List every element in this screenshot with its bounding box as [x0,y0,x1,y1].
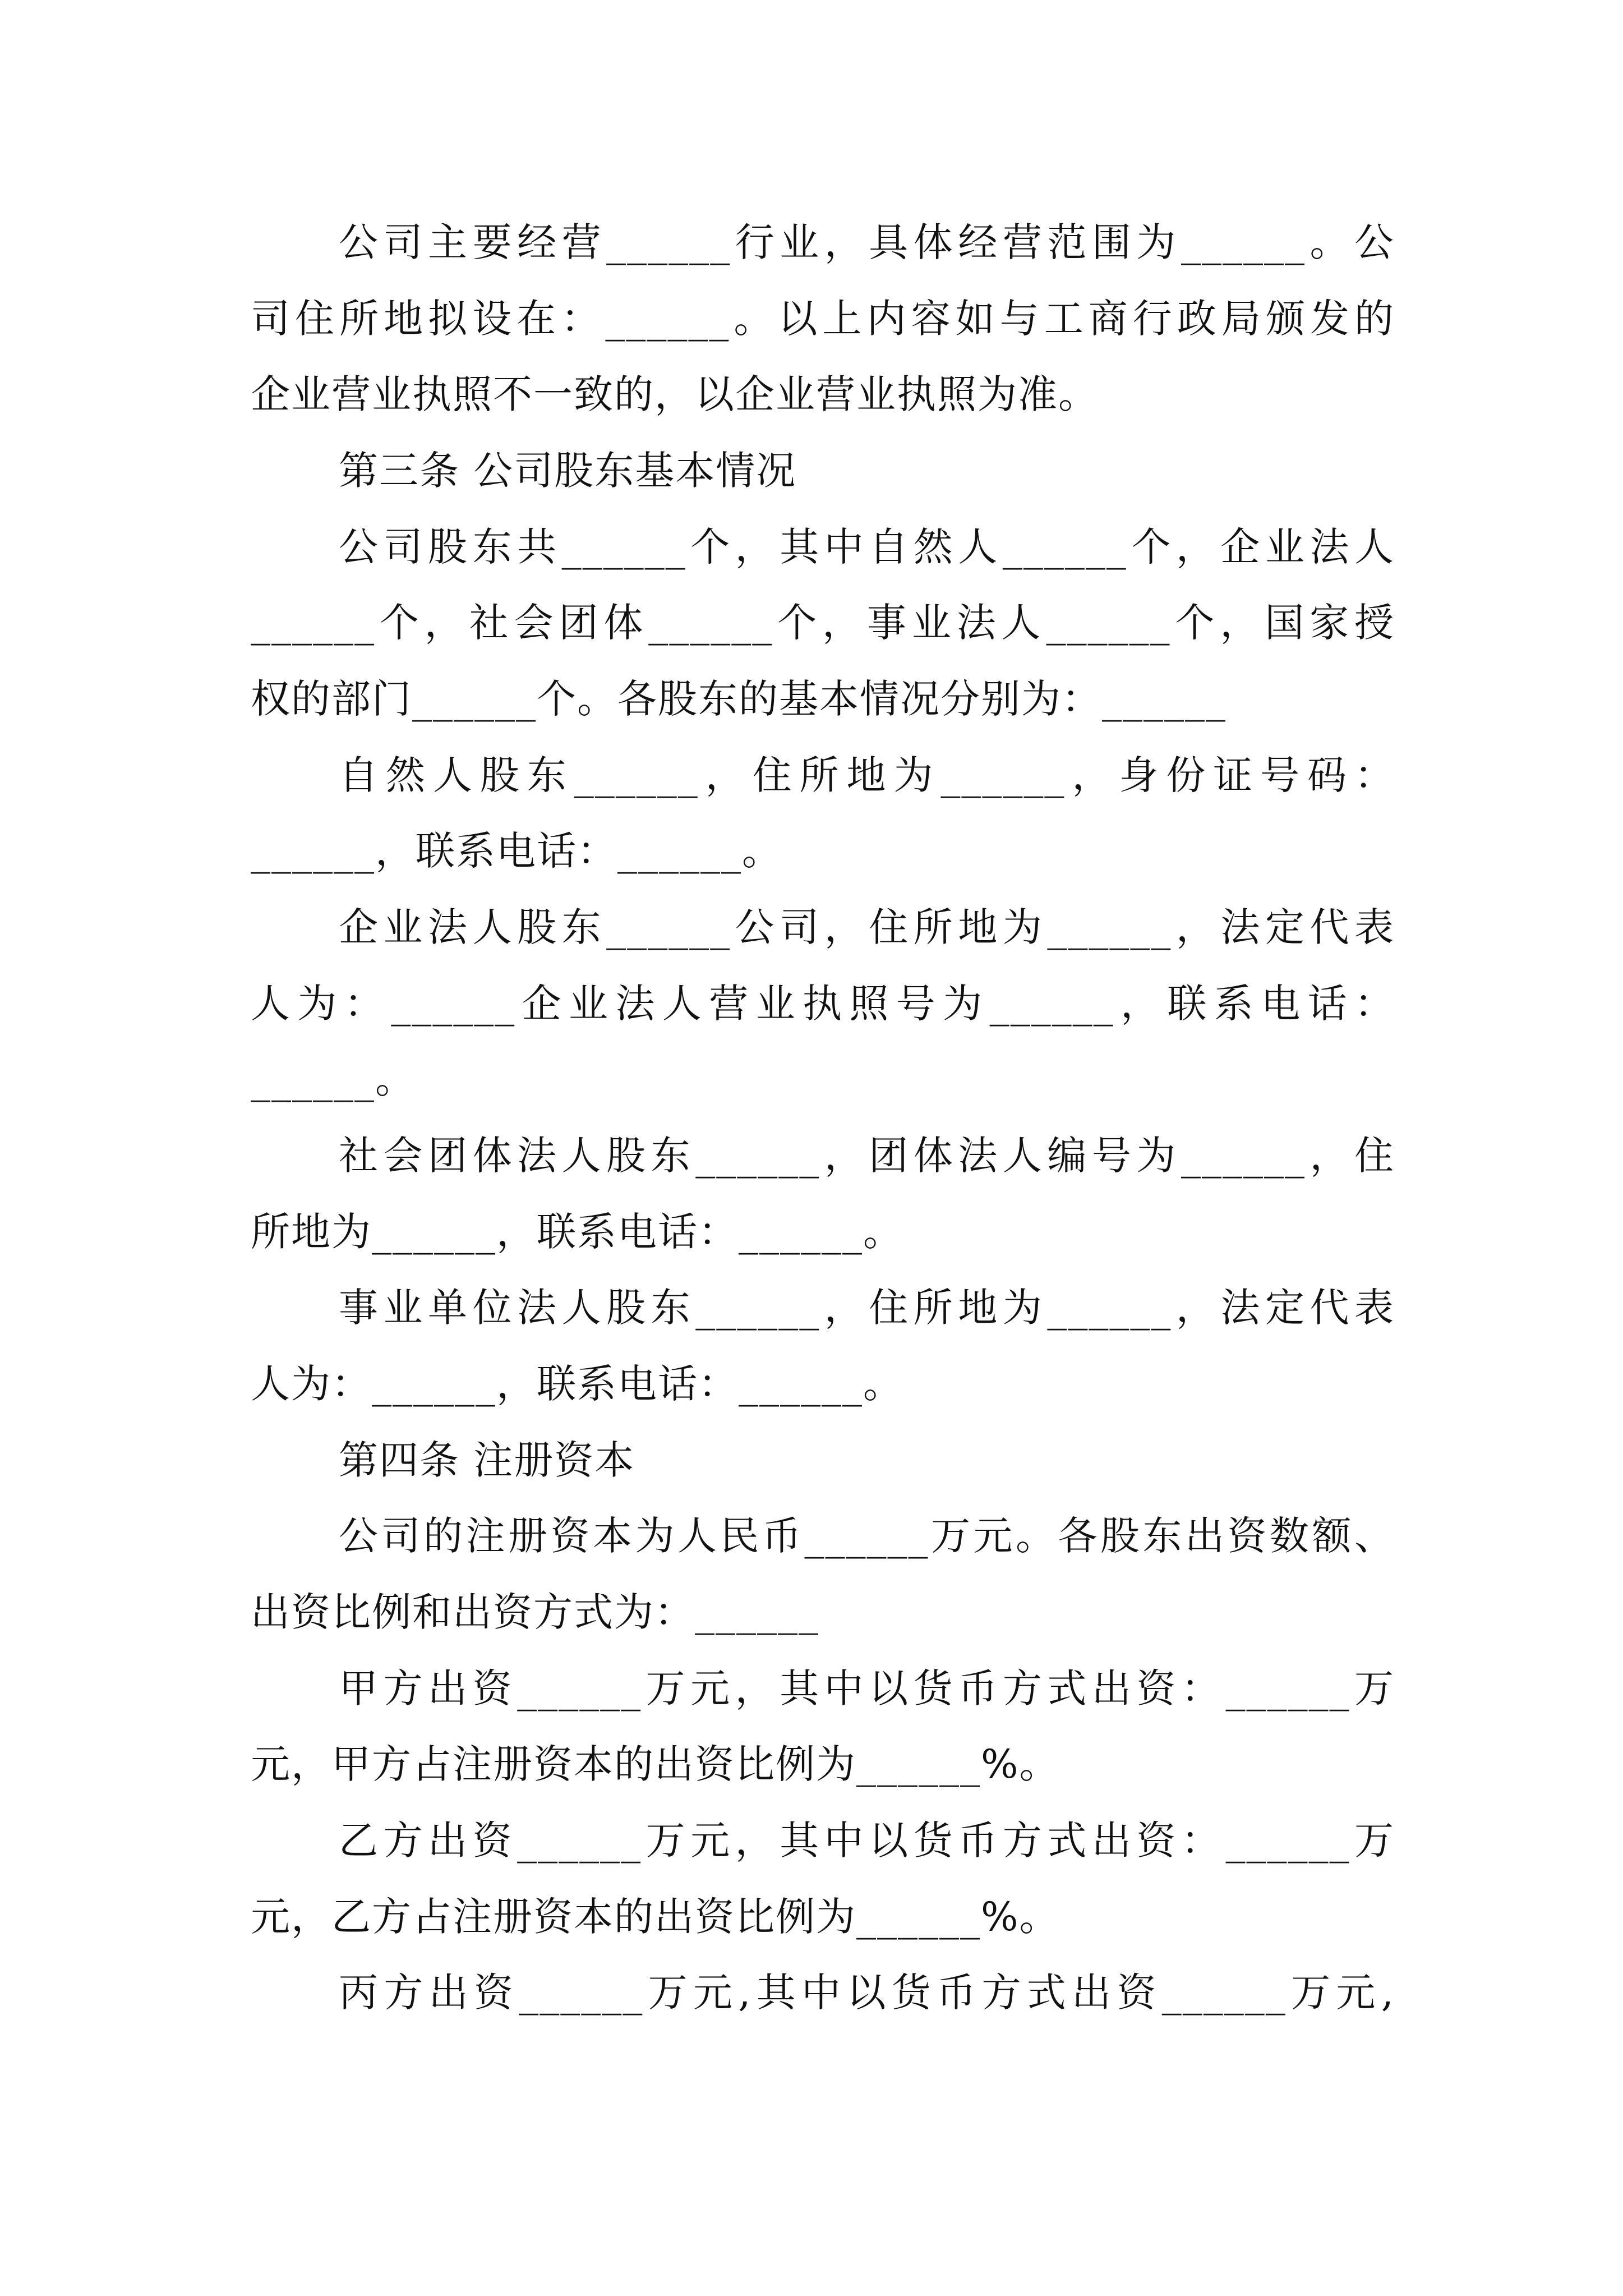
paragraph-registered-capital-line-2: 出资比例和出资方式为：______ [251,1589,819,1635]
paragraph-shareholder-count-line-2: ______个，社会团体______个，事业法人______个，国家授 [251,600,1395,646]
paragraph-party-a-line-1: 甲方出资______万元，其中以货币方式出资：______万 [339,1665,1395,1711]
paragraph-natural-person-line-1: 自然人股东______，住所地为______，身份证号码： [339,752,1395,798]
paragraph-enterprise-legal-person-line-2: 人为：______企业法人营业执照号为______，联系电话： [251,981,1395,1027]
paragraph-party-b-line-2: 元，乙方占注册资本的出资比例为______%。 [251,1894,1060,1940]
paragraph-business-scope-line-3: 企业营业执照不一致的，以企业营业执照为准。 [251,371,1099,417]
paragraph-enterprise-legal-person-line-3: ______。 [251,1056,416,1102]
paragraph-social-group-line-1: 社会团体法人股东______，团体法人编号为______，住 [339,1133,1395,1179]
paragraph-natural-person-line-2: ______，联系电话：______。 [251,828,782,874]
paragraph-party-a-line-2: 元，甲方占注册资本的出资比例为______%。 [251,1741,1060,1787]
paragraph-business-scope-line-1: 公司主要经营______行业，具体经营范围为______。公 [339,219,1395,265]
paragraph-party-b-line-1: 乙方出资______万元，其中以货币方式出资：______万 [339,1818,1395,1864]
paragraph-registered-capital-line-1: 公司的注册资本为人民币______万元。各股东出资数额、 [339,1513,1395,1559]
paragraph-public-institution-line-2: 人为：______，联系电话：______。 [251,1361,903,1407]
paragraph-enterprise-legal-person-line-1: 企业法人股东______公司，住所地为______，法定代表 [339,904,1395,950]
paragraph-public-institution-line-1: 事业单位法人股东______，住所地为______，法定代表 [339,1285,1395,1331]
paragraph-party-c-line-1: 丙方出资______万元,其中以货币方式出资______万元, [339,1970,1395,2016]
article-4-heading: 第四条 注册资本 [339,1437,635,1483]
paragraph-social-group-line-2: 所地为______，联系电话：______。 [251,1209,903,1255]
paragraph-shareholder-count-line-1: 公司股东共______个，其中自然人______个，企业法人 [339,524,1395,570]
paragraph-business-scope-line-2: 司住所地拟设在：______。以上内容如与工商行政局颁发的 [251,296,1395,342]
paragraph-shareholder-count-line-3: 权的部门______个。各股东的基本情况分别为：______ [251,676,1227,722]
article-3-heading: 第三条 公司股东基本情况 [339,448,797,494]
